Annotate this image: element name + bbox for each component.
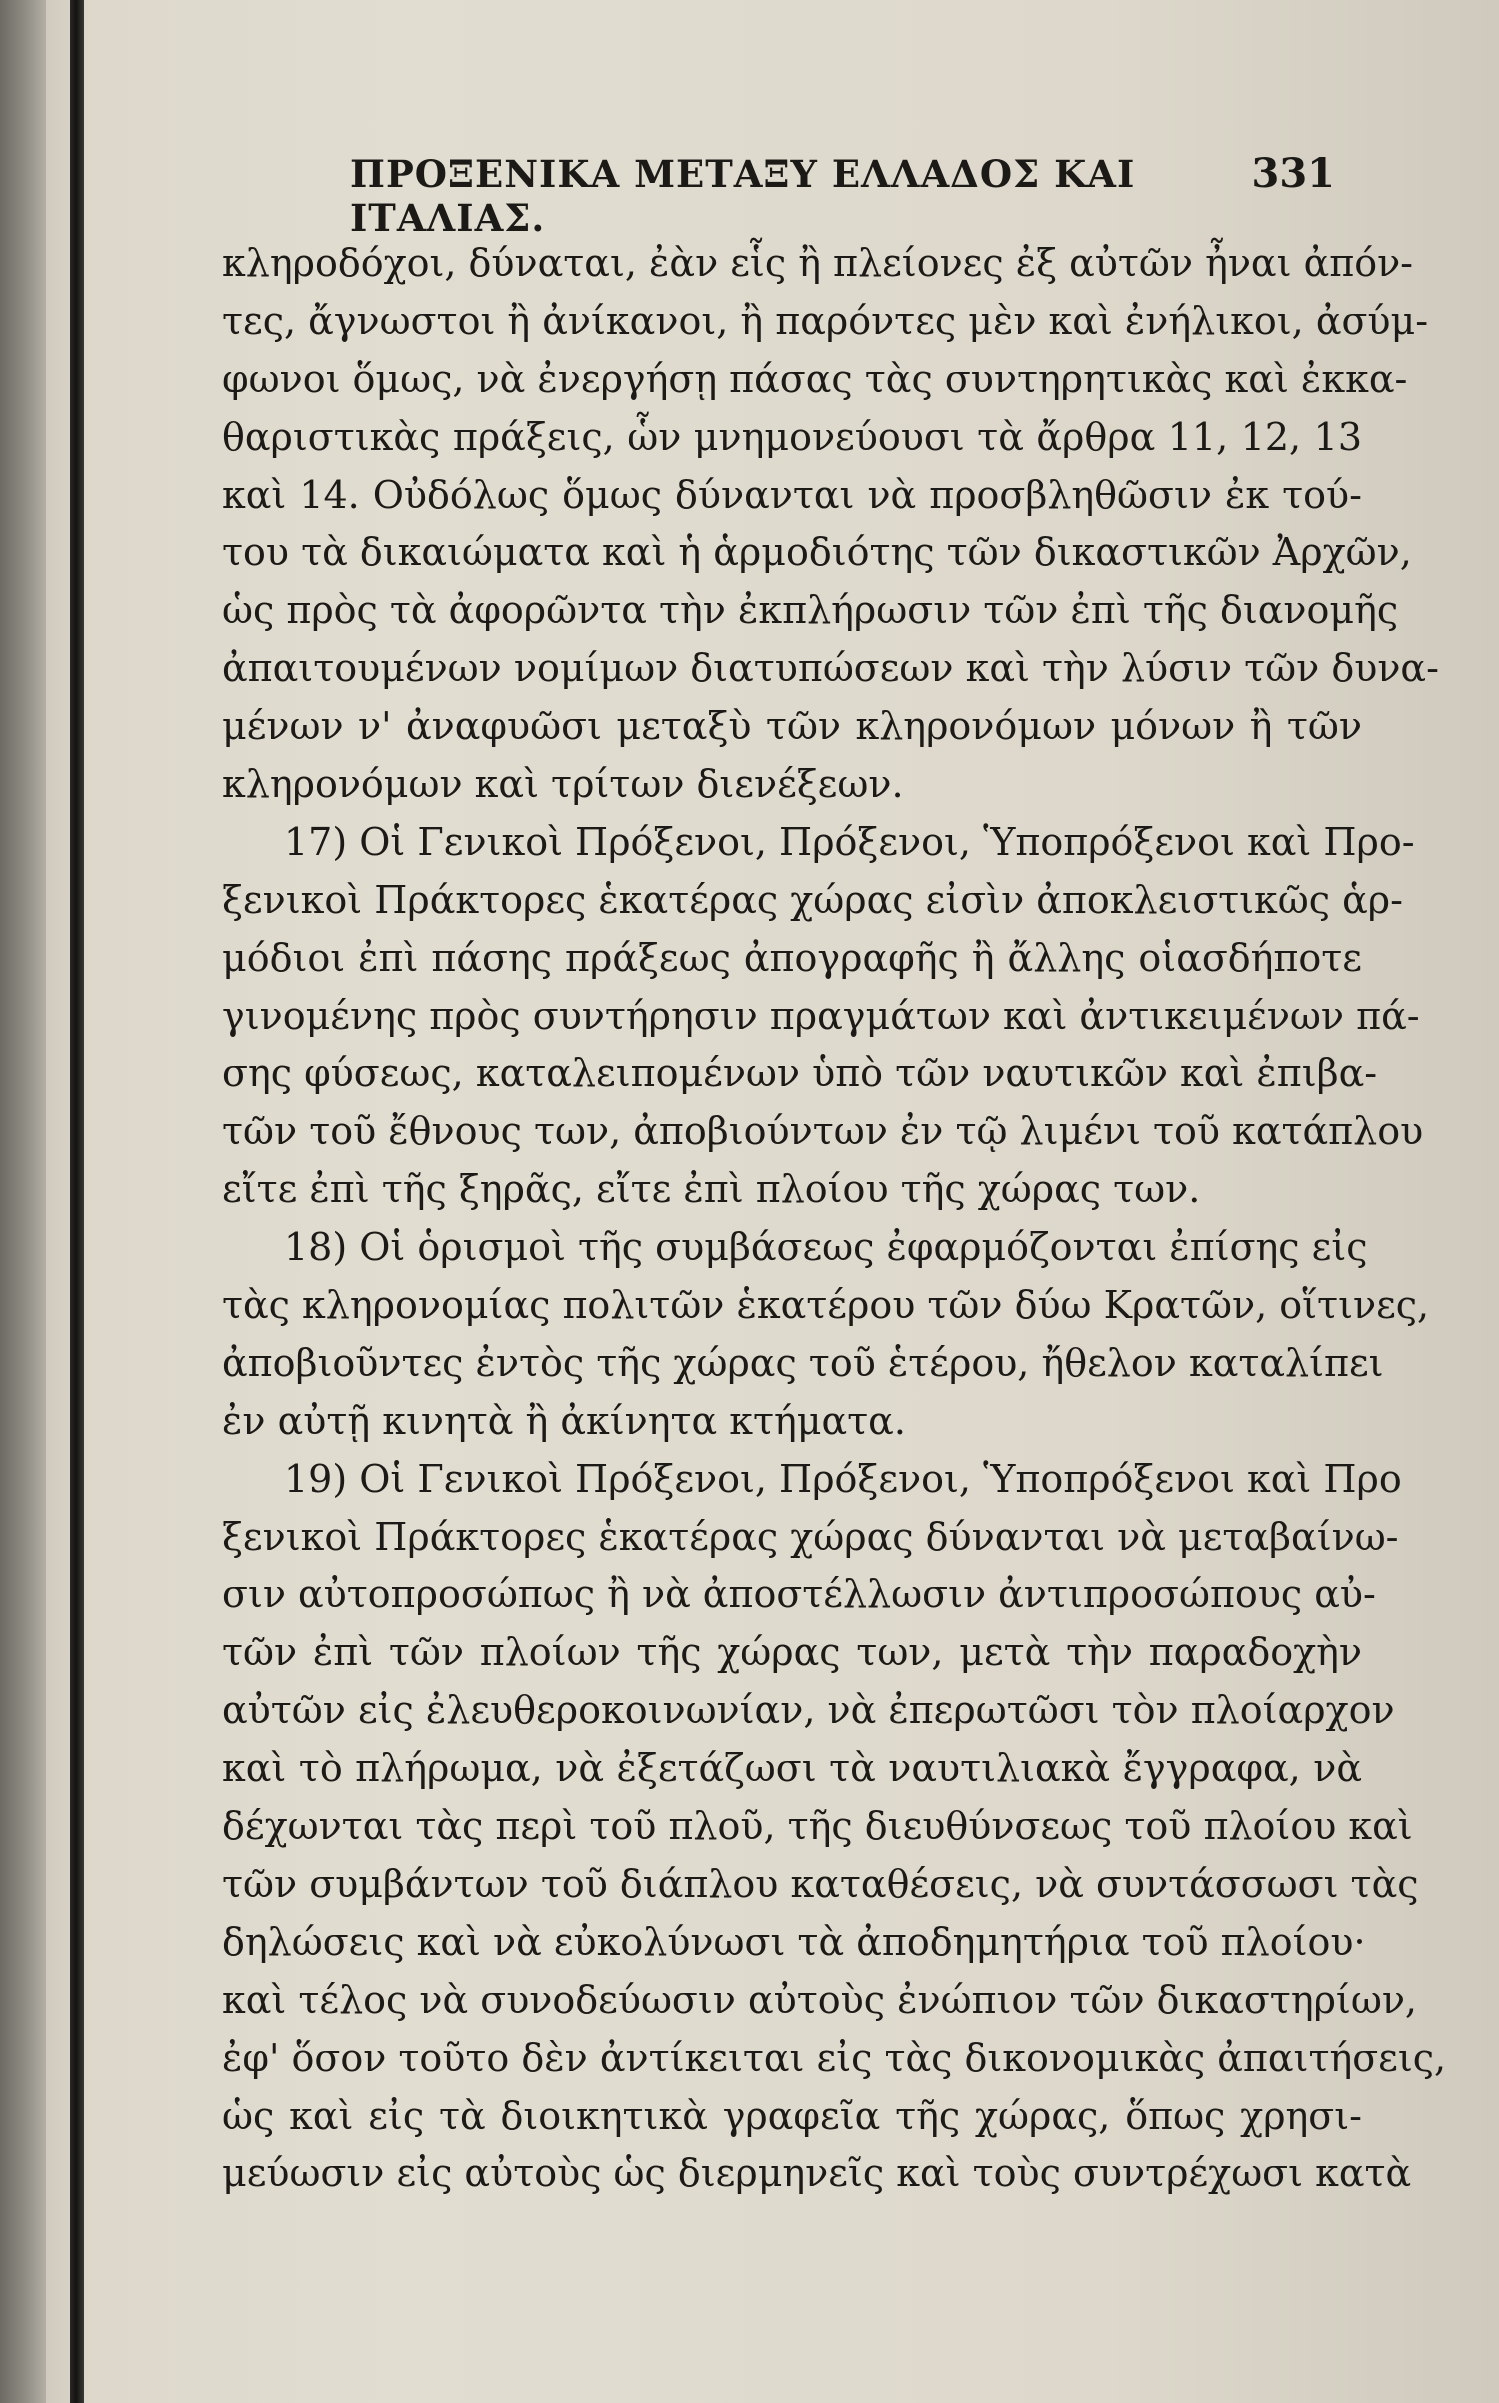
text-line: κληροδόχοι, δύναται, ἐὰν εἷς ἢ πλείονες ἐξ αὐτῶν ἦναι ἀπόν- — [222, 241, 1414, 285]
text-line: μεύωσιν εἰς αὐτοὺς ὡς διερμηνεῖς καὶ τοὺς συντρέχωσι κατὰ — [222, 2151, 1412, 2196]
text-line: μένων ν' ἀναφυῶσι μεταξὺ τῶν κληρονόμων μόνων ἢ τῶν — [222, 704, 1362, 749]
text-line: καὶ 14. Οὐδόλως ὅμως δύνανται νὰ προσβληθῶσιν ἐκ τού- — [222, 472, 1362, 517]
text-line: του τὰ δικαιώματα καὶ ἡ ἁρμοδιότης τῶν δικαστικῶν Ἀρχῶν, — [222, 530, 1412, 575]
text-line: τὰς κληρονομίας πολιτῶν ἑκατέρου τῶν δύω Κρατῶν, οἵτινες, — [222, 1283, 1430, 1328]
text-line: δέχωνται τὰς περὶ τοῦ πλοῦ, τῆς διευθύνσεως τοῦ πλοίου καὶ — [222, 1804, 1413, 1849]
text-line: ὡς καὶ εἰς τὰ διοικητικὰ γραφεῖα τῆς χώρας, ὅπως χρησι- — [222, 2093, 1362, 2138]
text-line: ἐν αὐτῇ κινητὰ ἢ ἀκίνητα κτήματα. — [222, 1398, 906, 1443]
text-line: τῶν τοῦ ἔθνους των, ἀποβιούντων ἐν τῷ λιμένι τοῦ κατάπλου — [222, 1109, 1424, 1154]
body-text — [222, 235, 1447, 2203]
text-line: ξενικοὶ Πράκτορες ἑκατέρας χώρας εἰσὶν ἀποκλειστικῶς ἁρ- — [222, 877, 1403, 922]
text-line: ἀπαιτουμένων νομίμων διατυπώσεων καὶ τὴν λύσιν τῶν δυνα- — [222, 646, 1439, 691]
text-line: αὐτῶν εἰς ἐλευθεροκοινωνίαν, νὰ ἐπερωτῶσι τὸν πλοίαρχον — [222, 1688, 1395, 1733]
text-line: τῶν συμβάντων τοῦ διάπλου καταθέσεις, νὰ συντάσσωσι τὰς — [222, 1861, 1419, 1906]
text-line: ξενικοὶ Πράκτορες ἑκατέρας χώρας δύνανται νὰ μεταβαίνω- — [222, 1514, 1399, 1559]
text-line: εἴτε ἐπὶ τῆς ξηρᾶς, εἴτε ἐπὶ πλοίου τῆς χώρας των. — [222, 1167, 1201, 1212]
text-line: κληρονόμων καὶ τρίτων διενέξεων. — [222, 762, 904, 807]
text-line: τῶν ἐπὶ τῶν πλοίων τῆς χώρας των, μετὰ τὴν παραδοχὴν — [222, 1630, 1362, 1675]
text-line: ὡς πρὸς τὰ ἀφορῶντα τὴν ἐκπλήρωσιν τῶν ἐπὶ τῆς διανομῆς — [222, 588, 1399, 633]
text-line: καὶ τέλος νὰ συνοδεύωσιν αὐτοὺς ἐνώπιον τῶν δικαστηρίων, — [222, 1977, 1417, 2022]
paragraph-18-start: 18) Οἱ ὁρισμοὶ τῆς συμβάσεως ἐφαρμόζονται ἐπίσης εἰς — [284, 1225, 1368, 1270]
text-line: δηλώσεις καὶ νὰ εὐκολύνωσι τὰ ἀποδημητήρια τοῦ πλοίου· — [222, 1919, 1366, 1964]
text-line: θαριστικὰς πράξεις, ὧν μνημονεύουσι τὰ ἄρθρα 11, 12, 13 — [222, 414, 1362, 459]
binding-shadow — [70, 0, 84, 2403]
text-line: ἐφ' ὅσον τοῦτο δὲν ἀντίκειται εἰς τὰς δικονομικὰς ἀπαιτήσεις, — [222, 2035, 1447, 2080]
text-line: καὶ τὸ πλήρωμα, νὰ ἐξετάζωσι τὰ ναυτιλιακὰ ἔγγραφα, νὰ — [222, 1746, 1362, 1791]
page-number: 331 — [1251, 150, 1335, 197]
paragraph-17-start: 17) Οἱ Γενικοὶ Πρόξενοι, Πρόξενοι, Ὑποπρόξενοι καὶ Προ- — [284, 819, 1415, 864]
text-line: τες, ἄγνωστοι ἢ ἀνίκανοι, ἢ παρόντες μὲν καὶ ἐνήλικοι, ἀσύμ- — [222, 298, 1429, 343]
text-line: φωνοι ὅμως, νὰ ἐνεργήσῃ πάσας τὰς συντηρητικὰς καὶ ἐκκα- — [222, 356, 1408, 401]
text-line: ἀποβιοῦντες ἐντὸς τῆς χώρας τοῦ ἑτέρου, ἤθελον καταλίπει — [222, 1340, 1384, 1385]
text-line: γινομένης πρὸς συντήρησιν πραγμάτων καὶ ἀντικειμένων πά- — [222, 993, 1420, 1038]
text-line: σης φύσεως, καταλειπομένων ὑπὸ τῶν ναυτικῶν καὶ ἐπιβα- — [222, 1051, 1378, 1096]
text-line: μόδιοι ἐπὶ πάσης πράξεως ἀπογραφῆς ἢ ἄλλης οἱασδήποτε — [222, 935, 1362, 980]
running-header — [230, 150, 1350, 240]
text-line: σιν αὐτοπροσώπως ἢ νὰ ἀποστέλλωσιν ἀντιπροσώπους αὐ- — [222, 1572, 1376, 1617]
book-binding — [0, 0, 46, 2403]
paragraph-19-start: 19) Οἱ Γενικοὶ Πρόξενοι, Πρόξενοι, Ὑποπρόξενοι καὶ Προ — [284, 1456, 1402, 1501]
running-title: ΠΡΟΞΕΝΙΚΑ ΜΕΤΑΞΥ ΕΛΛΑΔΟΣ ΚΑΙ ΙΤΑΛΙΑΣ. — [350, 152, 1136, 240]
